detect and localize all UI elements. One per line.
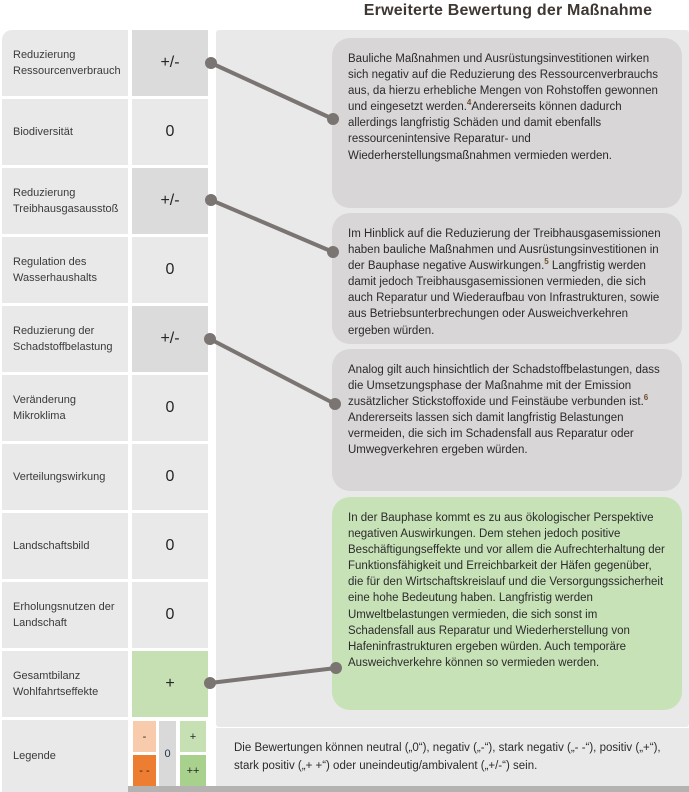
criterion-label-cell: Reduzierung Ressourcenverbrauch — [2, 30, 128, 96]
rating-cell: 0 — [132, 444, 208, 510]
legend-swatch-negative: - — [133, 721, 156, 752]
table-row — [2, 99, 208, 165]
table-row — [2, 375, 208, 441]
rating-cell: 0 — [132, 99, 208, 165]
rating-cell: 0 — [132, 582, 208, 648]
rating-cell: 0 — [132, 375, 208, 441]
footnote-ref: 4 — [466, 98, 472, 108]
table-row — [2, 651, 208, 717]
footnote-ref: 6 — [643, 393, 649, 403]
legend-swatch-neutral: 0 — [159, 721, 176, 786]
rating-cell: +/- — [132, 30, 208, 96]
explanation-box-greenhouse-gas — [332, 213, 682, 344]
legend-label-cell: Legende — [2, 720, 128, 792]
explanation-box-welfare-balance — [332, 497, 682, 710]
criterion-label-cell: Landschaftsbild — [2, 513, 128, 579]
box-text: Andererseits können dadurch allerdings langfristig Schäden und damit ebenfalls ressourcenintensive Reparatur- und Wiederherstellungsmaßnahmen vermieden werden. — [348, 101, 622, 162]
box-text: In der Bauphase kommt es zu aus ökologischer Perspektive negativen Auswirkungen. Dem stehen jedoch positive Beschäftigungseffekte und vor allem die Aufrechterhaltung der Funktionsfähigkeit und Erreichbarkeit der Häfen gegenüber, die für den Wirtschaftskreislauf und die Versorgungssicherheit eine hohe Bedeutung haben. Langfristig werden Umweltbelastungen vermieden, die sich sonst im Schadensfall aus Reparatur und Wiederherstellung von Hafeninfrastrukturen ergeben würden. Auch temporäre Ausweichverkehre können so vermieden werden. — [348, 512, 665, 669]
rating-cell: 0 — [132, 237, 208, 303]
box-text: Langfristig werden damit jedoch Treibhausgasemissionen vermieden, die sich auch Reparatur und Wiederaufbau von Infrastrukturen, sowie aus Betriebsunterbrechungen oder Ausweichverkehren ergeben würden. — [348, 260, 660, 337]
criterion-label-cell: Reduzierung der Schadstoffbelastung — [2, 306, 128, 372]
rating-cell: 0 — [132, 513, 208, 579]
legend-swatch-strong-positive: ++ — [180, 755, 206, 786]
legend-swatch-strong-negative: - - — [133, 755, 156, 786]
footnote-ref: 5 — [544, 257, 549, 267]
legend-swatch-positive: + — [180, 721, 206, 752]
table-row — [2, 237, 208, 303]
table-row — [2, 513, 208, 579]
criterion-label-cell: Reduzierung Treibhausgasausstoß — [2, 168, 128, 234]
box-text: Im Hinblick auf die Reduzierung der Treibhausgasemissionen haben bauliche Maßnahmen und Ausrüstungsinvestitionen in der Bauphase negative Auswirkungen. — [348, 228, 661, 273]
page-title: Erweiterte Bewertung der Maßnahme — [363, 2, 653, 19]
criterion-label-cell: Gesamtbilanz Wohlfahrtseffekte — [2, 651, 128, 717]
rating-cell: +/- — [132, 306, 208, 372]
rating-cell: +/- — [132, 168, 208, 234]
criteria-table — [2, 30, 208, 792]
legend-swatches — [132, 720, 208, 792]
legend-row — [2, 720, 208, 792]
table-row — [2, 582, 208, 648]
explanation-box-resources — [332, 38, 682, 208]
bottom-edge-bar — [128, 786, 689, 792]
table-row — [2, 168, 208, 234]
criterion-label-cell: Erholungsnutzen der Landschaft — [2, 582, 128, 648]
legend-description: Die Bewertungen können neutral („0“), negativ („-“), stark negativ („- -“), positiv („+“), stark positiv („+ +“) oder uneindeutig/ambivalent („+/-“) sein. — [234, 742, 661, 772]
box-text: Andererseits lassen sich damit langfristig Belastungen vermeiden, die sich im Schadensfall aus Reparatur oder Umwegverkehren ergeben würden. — [348, 412, 634, 457]
box-text: Bauliche Maßnahmen und Ausrüstungsinvestitionen wirken sich negativ auf die Reduzierung des Ressourcenverbrauchs aus, da hierzu erhebliche Mengen von Rohstoffen gewonnen und eingesetzt werden. — [348, 53, 659, 114]
explanation-box-pollutants — [332, 349, 682, 491]
criterion-label-cell: Biodiversität — [2, 99, 128, 165]
table-row — [2, 306, 208, 372]
criterion-label-cell: Veränderung Mikroklima — [2, 375, 128, 441]
legend-description-panel — [216, 728, 689, 786]
table-row — [2, 444, 208, 510]
rating-cell: + — [132, 651, 208, 717]
table-row — [2, 30, 208, 96]
criterion-label-cell: Regulation des Wasserhaushalts — [2, 237, 128, 303]
box-text: Analog gilt auch hinsichtlich der Schadstoffbelastungen, dass die Umsetzungsphase der Maßnahme mit der Emission zusätzlicher Stickstoffoxide und Feinstäube verbunden ist. — [348, 364, 660, 409]
criterion-label-cell: Verteilungswirkung — [2, 444, 128, 510]
